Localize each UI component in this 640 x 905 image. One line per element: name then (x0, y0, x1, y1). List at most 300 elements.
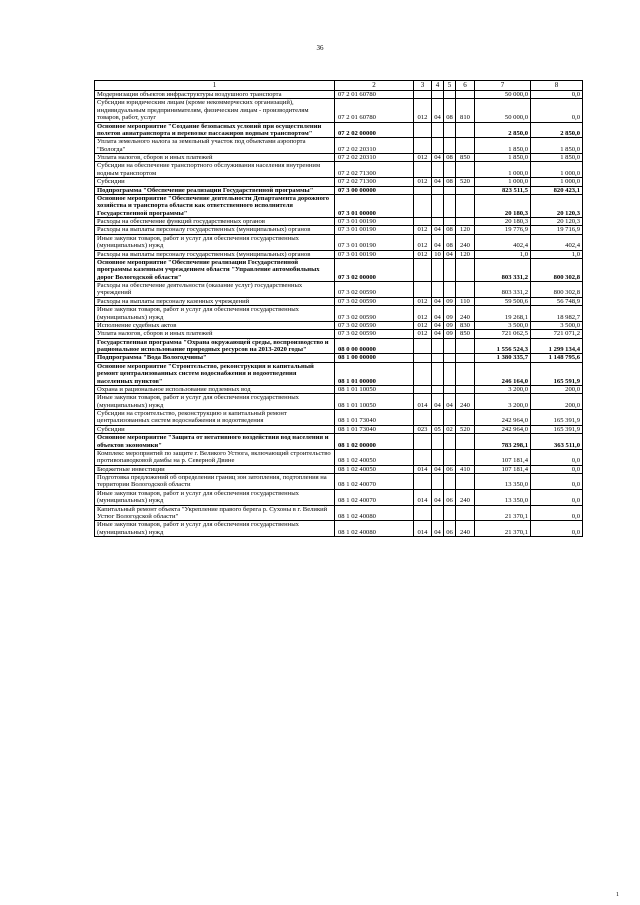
row-code-cell: 07 2 02 00000 (335, 122, 414, 138)
row-value-8-cell: 0,0 (531, 91, 583, 99)
row-col4-cell (432, 354, 444, 362)
row-col4-cell (432, 410, 444, 426)
row-code-cell: 08 1 01 10050 (335, 394, 414, 410)
row-value-8-cell: 0,0 (531, 99, 583, 122)
budget-table (94, 80, 583, 537)
row-value-8-cell: 0,0 (531, 449, 583, 465)
table-row (95, 465, 583, 473)
row-col5-cell: 09 (444, 330, 456, 338)
row-col4-cell (432, 258, 444, 281)
row-col3-cell: 012 (414, 234, 432, 250)
row-name-cell: Расходы на выплаты персоналу государственных (муниципальных) органов (95, 226, 335, 234)
row-col5-cell: 04 (444, 394, 456, 410)
row-col4-cell (432, 474, 444, 490)
row-col5-cell (444, 354, 456, 362)
row-value-8-cell: 200,0 (531, 394, 583, 410)
row-code-cell: 08 1 02 40080 (335, 521, 414, 537)
row-value-7-cell: 13 350,0 (475, 489, 531, 505)
row-col5-cell: 04 (444, 250, 456, 258)
row-name-cell: Иные закупки товаров, работ и услуг для обеспечения государственных (муниципальных) нужд (95, 489, 335, 505)
row-code-cell: 08 1 01 00000 (335, 362, 414, 385)
row-col5-cell (444, 410, 456, 426)
row-value-7-cell: 402,4 (475, 234, 531, 250)
row-col4-cell: 04 (432, 394, 444, 410)
row-name-cell: Государственная программа "Охрана окружающей среды, воспроизводство и рациональное использование природных ресурсов на 2013-2020 годы" (95, 338, 335, 354)
row-col3-cell: 012 (414, 297, 432, 305)
row-col3-cell: 014 (414, 521, 432, 537)
row-value-8-cell: 2 850,0 (531, 122, 583, 138)
row-col3-cell (414, 434, 432, 450)
row-value-7-cell: 20 180,3 (475, 194, 531, 217)
header-col-7: 7 (475, 81, 531, 91)
row-name-cell: Иные закупки товаров, работ и услуг для обеспечения государственных (муниципальных) нужд (95, 521, 335, 537)
row-col3-cell (414, 186, 432, 194)
row-col6-cell: 110 (456, 297, 475, 305)
header-col-3: 3 (414, 81, 432, 91)
row-col6-cell (456, 186, 475, 194)
row-value-8-cell: 800 302,8 (531, 282, 583, 298)
header-col-2: 2 (335, 81, 414, 91)
row-col5-cell: 08 (444, 99, 456, 122)
row-col5-cell (444, 194, 456, 217)
table-row (95, 410, 583, 426)
row-col6-cell: 850 (456, 154, 475, 162)
row-col5-cell (444, 138, 456, 154)
row-name-cell: Комплекс мероприятий по защите г. Великого Устюга, включающий строительство противопаводковой дамбы на р. Северной Двине (95, 449, 335, 465)
row-col4-cell: 04 (432, 321, 444, 329)
row-col5-cell: 06 (444, 465, 456, 473)
table-row (95, 162, 583, 178)
row-col4-cell (432, 194, 444, 217)
header-col-4: 4 (432, 81, 444, 91)
row-col6-cell (456, 474, 475, 490)
row-col6-cell: 410 (456, 465, 475, 473)
table-row (95, 297, 583, 305)
row-col6-cell: 830 (456, 321, 475, 329)
row-name-cell: Основное мероприятие "Обеспечение реализации Государственной программы казенным учреждением области "Управление автомобильных дорог Вологодской области" (95, 258, 335, 281)
row-code-cell: 08 1 01 10050 (335, 385, 414, 393)
table-row (95, 194, 583, 217)
row-code-cell: 07 2 01 60780 (335, 91, 414, 99)
row-value-8-cell: 20 120,3 (531, 218, 583, 226)
row-code-cell: 07 3 02 00590 (335, 330, 414, 338)
row-col5-cell (444, 338, 456, 354)
row-col4-cell: 04 (432, 465, 444, 473)
table-row (95, 178, 583, 186)
row-value-7-cell: 721 062,5 (475, 330, 531, 338)
row-value-8-cell: 19 716,9 (531, 226, 583, 234)
row-col5-cell (444, 505, 456, 521)
row-col6-cell (456, 505, 475, 521)
row-col3-cell (414, 449, 432, 465)
table-header-row (95, 81, 583, 91)
row-col5-cell: 08 (444, 154, 456, 162)
row-col5-cell: 09 (444, 321, 456, 329)
row-col6-cell (456, 362, 475, 385)
row-value-8-cell: 721 071,2 (531, 330, 583, 338)
row-col4-cell: 04 (432, 178, 444, 186)
row-col3-cell (414, 282, 432, 298)
row-col6-cell: 850 (456, 330, 475, 338)
row-col6-cell (456, 138, 475, 154)
row-col5-cell (444, 449, 456, 465)
row-col6-cell: 120 (456, 250, 475, 258)
row-name-cell: Расходы на выплаты персоналу казенных учреждений (95, 297, 335, 305)
table-row (95, 354, 583, 362)
row-col3-cell (414, 410, 432, 426)
row-col6-cell (456, 410, 475, 426)
row-col3-cell (414, 122, 432, 138)
row-col3-cell (414, 338, 432, 354)
row-name-cell: Исполнение судебных актов (95, 321, 335, 329)
row-name-cell: Уплата земельного налога за земельный участок под объектами аэропорта "Вологда" (95, 138, 335, 154)
row-name-cell: Основное мероприятие "Создание безопасных условий при осуществлении полетов авиатранспорта и перевозке пассажиров водным транспортом" (95, 122, 335, 138)
row-value-7-cell: 3 200,0 (475, 385, 531, 393)
row-col4-cell (432, 338, 444, 354)
row-col4-cell: 05 (432, 425, 444, 433)
row-col3-cell (414, 194, 432, 217)
row-col3-cell: 014 (414, 394, 432, 410)
header-col-6: 6 (456, 81, 475, 91)
row-col5-cell: 08 (444, 226, 456, 234)
row-name-cell: Уплата налогов, сборов и иных платежей (95, 330, 335, 338)
row-value-8-cell: 0,0 (531, 474, 583, 490)
row-value-8-cell: 1 850,0 (531, 154, 583, 162)
row-col6-cell: 240 (456, 489, 475, 505)
row-name-cell: Субсидии (95, 425, 335, 433)
row-col5-cell (444, 362, 456, 385)
row-col4-cell: 04 (432, 306, 444, 322)
row-value-7-cell: 1 850,0 (475, 138, 531, 154)
row-value-8-cell: 363 511,0 (531, 434, 583, 450)
table-row (95, 258, 583, 281)
row-code-cell: 08 1 02 00000 (335, 434, 414, 450)
row-code-cell: 07 2 02 20310 (335, 138, 414, 154)
row-code-cell: 08 1 02 40070 (335, 489, 414, 505)
row-code-cell: 07 2 02 71300 (335, 162, 414, 178)
row-value-7-cell: 1 000,0 (475, 178, 531, 186)
row-value-7-cell: 803 331,2 (475, 282, 531, 298)
row-value-7-cell: 107 181,4 (475, 449, 531, 465)
row-name-cell: Модернизация объектов инфраструктуры воздушного транспорта (95, 91, 335, 99)
row-value-8-cell: 20 120,3 (531, 194, 583, 217)
row-code-cell: 07 3 01 00000 (335, 194, 414, 217)
row-col5-cell: 09 (444, 297, 456, 305)
table-body (95, 91, 583, 537)
row-name-cell: Основное мероприятие "Обеспечение деятельности Департамента дорожного хозяйства и транспорта области как ответственного исполнителя Государственной программы" (95, 194, 335, 217)
row-value-7-cell: 823 511,5 (475, 186, 531, 194)
row-value-7-cell: 1 556 524,3 (475, 338, 531, 354)
row-col4-cell: 04 (432, 521, 444, 537)
row-value-8-cell: 820 423,1 (531, 186, 583, 194)
table-row (95, 449, 583, 465)
table-row (95, 489, 583, 505)
row-col3-cell: 012 (414, 306, 432, 322)
row-value-7-cell: 1 380 335,7 (475, 354, 531, 362)
row-col5-cell: 06 (444, 521, 456, 537)
row-col5-cell: 02 (444, 425, 456, 433)
table-row (95, 330, 583, 338)
row-col4-cell (432, 218, 444, 226)
row-col4-cell (432, 385, 444, 393)
row-col5-cell (444, 258, 456, 281)
row-col6-cell (456, 282, 475, 298)
table-row (95, 434, 583, 450)
row-name-cell: Капитальный ремонт объекта "Укрепление правого берега р. Сухоны в г. Великий Устюг Вологодской области" (95, 505, 335, 521)
row-code-cell: 08 0 00 00000 (335, 338, 414, 354)
row-col6-cell: 240 (456, 234, 475, 250)
row-value-7-cell: 20 180,3 (475, 218, 531, 226)
row-col4-cell (432, 122, 444, 138)
row-col4-cell (432, 186, 444, 194)
row-value-8-cell: 165 391,9 (531, 425, 583, 433)
row-col6-cell (456, 91, 475, 99)
row-col6-cell (456, 354, 475, 362)
row-col4-cell (432, 162, 444, 178)
row-col5-cell (444, 282, 456, 298)
row-name-cell: Субсидии на обеспечение транспортного обслуживания населения внутренним водным транспортом (95, 162, 335, 178)
row-col3-cell (414, 162, 432, 178)
row-value-8-cell: 3 500,0 (531, 321, 583, 329)
row-name-cell: Расходы на обеспечение функций государственных органов (95, 218, 335, 226)
row-col5-cell: 09 (444, 306, 456, 322)
row-col6-cell (456, 122, 475, 138)
row-name-cell: Подготовка предложений об определении границ зон затопления, подтопления на территории Вологодской области (95, 474, 335, 490)
table-row (95, 138, 583, 154)
row-value-8-cell: 1 000,0 (531, 162, 583, 178)
row-value-7-cell: 50 000,0 (475, 91, 531, 99)
row-code-cell: 08 1 02 40070 (335, 474, 414, 490)
row-code-cell: 07 3 02 00590 (335, 306, 414, 322)
row-col6-cell: 240 (456, 306, 475, 322)
row-col5-cell (444, 434, 456, 450)
row-col6-cell: 240 (456, 394, 475, 410)
row-col4-cell (432, 282, 444, 298)
row-value-7-cell: 242 964,0 (475, 410, 531, 426)
table-row (95, 321, 583, 329)
row-name-cell: Субсидии (95, 178, 335, 186)
row-name-cell: Бюджетные инвестиции (95, 465, 335, 473)
row-col5-cell (444, 162, 456, 178)
corner-mark: 1 (616, 892, 619, 898)
row-col3-cell (414, 362, 432, 385)
table-row (95, 218, 583, 226)
row-value-7-cell: 21 370,1 (475, 521, 531, 537)
row-name-cell: Уплата налогов, сборов и иных платежей (95, 154, 335, 162)
row-name-cell: Субсидии на строительство, реконструкцию и капитальный ремонт централизованных систем водоснабжения и водоотведения (95, 410, 335, 426)
row-code-cell: 07 3 01 00190 (335, 250, 414, 258)
row-value-8-cell: 402,4 (531, 234, 583, 250)
row-value-7-cell: 803 331,2 (475, 258, 531, 281)
row-col6-cell (456, 194, 475, 217)
row-col4-cell (432, 138, 444, 154)
row-col3-cell: 012 (414, 226, 432, 234)
row-col3-cell (414, 91, 432, 99)
table-row (95, 99, 583, 122)
table-row (95, 474, 583, 490)
header-col-8: 8 (531, 81, 583, 91)
row-value-7-cell: 246 164,0 (475, 362, 531, 385)
table-row (95, 338, 583, 354)
row-col6-cell (456, 434, 475, 450)
row-col5-cell: 06 (444, 489, 456, 505)
row-name-cell: Основное мероприятие "Защита от негативного воздействия вод населения и объектов экономики" (95, 434, 335, 450)
row-value-7-cell: 1 850,0 (475, 154, 531, 162)
row-value-8-cell: 0,0 (531, 505, 583, 521)
row-value-7-cell: 783 298,1 (475, 434, 531, 450)
table-row (95, 154, 583, 162)
row-col6-cell (456, 385, 475, 393)
row-col6-cell (456, 258, 475, 281)
row-value-8-cell: 800 302,8 (531, 258, 583, 281)
row-col3-cell: 023 (414, 425, 432, 433)
page-number: 36 (316, 44, 324, 52)
row-code-cell: 07 3 01 00190 (335, 226, 414, 234)
header-col-5: 5 (444, 81, 456, 91)
row-value-7-cell: 242 964,0 (475, 425, 531, 433)
row-value-7-cell: 2 850,0 (475, 122, 531, 138)
row-col5-cell (444, 122, 456, 138)
row-col3-cell: 012 (414, 321, 432, 329)
row-code-cell: 07 3 01 00190 (335, 218, 414, 226)
row-col4-cell: 04 (432, 234, 444, 250)
row-value-8-cell: 1 148 795,6 (531, 354, 583, 362)
row-col6-cell: 520 (456, 425, 475, 433)
row-col3-cell: 012 (414, 178, 432, 186)
row-code-cell: 07 3 02 00000 (335, 258, 414, 281)
row-col3-cell (414, 474, 432, 490)
row-col4-cell: 04 (432, 226, 444, 234)
row-name-cell: Расходы на выплаты персоналу государственных (муниципальных) органов (95, 250, 335, 258)
row-name-cell: Подпрограмма "Обеспечение реализации Государственной программы" (95, 186, 335, 194)
row-code-cell: 08 1 01 73040 (335, 410, 414, 426)
table-row (95, 385, 583, 393)
row-col3-cell: 012 (414, 99, 432, 122)
row-value-8-cell: 200,0 (531, 385, 583, 393)
row-col5-cell (444, 474, 456, 490)
row-col6-cell: 120 (456, 226, 475, 234)
row-value-7-cell: 13 350,0 (475, 474, 531, 490)
row-col4-cell (432, 362, 444, 385)
row-value-8-cell: 165 591,9 (531, 362, 583, 385)
row-value-8-cell: 1 299 134,4 (531, 338, 583, 354)
row-code-cell: 08 1 02 40080 (335, 505, 414, 521)
row-col3-cell: 014 (414, 489, 432, 505)
table-row (95, 91, 583, 99)
row-col6-cell: 810 (456, 99, 475, 122)
header-col-1: 1 (95, 81, 335, 91)
row-code-cell: 08 1 01 73040 (335, 425, 414, 433)
table-row (95, 425, 583, 433)
row-name-cell: Субсидии юридическим лицам (кроме некоммерческих организаций), индивидуальным предпринимателям, физическим лицам - производителям товаров, работ, услуг (95, 99, 335, 122)
row-value-7-cell: 3 200,0 (475, 394, 531, 410)
row-value-8-cell: 1 000,0 (531, 178, 583, 186)
row-value-8-cell: 56 748,9 (531, 297, 583, 305)
row-col6-cell: 240 (456, 521, 475, 537)
row-value-7-cell: 19 268,1 (475, 306, 531, 322)
row-col6-cell (456, 338, 475, 354)
row-col4-cell (432, 505, 444, 521)
row-value-8-cell: 1,0 (531, 250, 583, 258)
row-col4-cell: 04 (432, 99, 444, 122)
row-value-7-cell: 107 181,4 (475, 465, 531, 473)
row-code-cell: 08 1 02 40050 (335, 465, 414, 473)
row-col3-cell: 014 (414, 465, 432, 473)
table-row (95, 505, 583, 521)
row-col4-cell (432, 449, 444, 465)
table-row (95, 234, 583, 250)
row-name-cell: Основное мероприятие "Строительство, реконструкция и капитальный ремонт централизованных систем водоснабжения и водоотведения населенных пунктов" (95, 362, 335, 385)
row-value-7-cell: 19 776,9 (475, 226, 531, 234)
row-col4-cell (432, 434, 444, 450)
row-code-cell: 07 3 01 00190 (335, 234, 414, 250)
row-code-cell: 07 3 02 00590 (335, 297, 414, 305)
row-col3-cell (414, 385, 432, 393)
row-code-cell: 07 3 02 00590 (335, 282, 414, 298)
row-code-cell: 07 2 01 60780 (335, 99, 414, 122)
table-row (95, 521, 583, 537)
table-row (95, 226, 583, 234)
row-value-8-cell: 165 391,9 (531, 410, 583, 426)
row-col5-cell (444, 91, 456, 99)
row-col5-cell (444, 385, 456, 393)
row-name-cell: Иные закупки товаров, работ и услуг для обеспечения государственных (муниципальных) нужд (95, 234, 335, 250)
row-name-cell: Подпрограмма "Вода Вологодчины" (95, 354, 335, 362)
row-col4-cell: 04 (432, 154, 444, 162)
row-col4-cell: 04 (432, 489, 444, 505)
row-value-8-cell: 18 982,7 (531, 306, 583, 322)
row-col3-cell (414, 218, 432, 226)
table-row (95, 362, 583, 385)
row-col5-cell (444, 186, 456, 194)
row-value-7-cell: 3 500,0 (475, 321, 531, 329)
row-col3-cell (414, 354, 432, 362)
row-name-cell: Охрана и рациональное использование подземных вод (95, 385, 335, 393)
row-code-cell: 08 1 02 40050 (335, 449, 414, 465)
row-col4-cell (432, 91, 444, 99)
row-col3-cell (414, 258, 432, 281)
row-col6-cell (456, 449, 475, 465)
row-col6-cell: 520 (456, 178, 475, 186)
budget-table-container (94, 80, 582, 537)
row-col5-cell: 08 (444, 178, 456, 186)
row-name-cell: Иные закупки товаров, работ и услуг для обеспечения государственных (муниципальных) нужд (95, 306, 335, 322)
row-col5-cell: 08 (444, 234, 456, 250)
table-row (95, 306, 583, 322)
table-row (95, 250, 583, 258)
row-value-8-cell: 0,0 (531, 489, 583, 505)
row-code-cell: 07 3 00 00000 (335, 186, 414, 194)
row-value-7-cell: 21 370,1 (475, 505, 531, 521)
table-row (95, 394, 583, 410)
row-code-cell: 07 2 02 20310 (335, 154, 414, 162)
table-row (95, 282, 583, 298)
row-value-7-cell: 50 000,0 (475, 99, 531, 122)
row-col6-cell (456, 162, 475, 178)
row-col3-cell: 012 (414, 154, 432, 162)
row-code-cell: 08 1 00 00000 (335, 354, 414, 362)
table-row (95, 186, 583, 194)
row-col4-cell: 10 (432, 250, 444, 258)
row-col3-cell: 012 (414, 250, 432, 258)
row-col4-cell: 04 (432, 330, 444, 338)
row-col4-cell: 04 (432, 297, 444, 305)
row-value-7-cell: 1 000,0 (475, 162, 531, 178)
row-code-cell: 07 2 02 71300 (335, 178, 414, 186)
table-row (95, 122, 583, 138)
row-value-8-cell: 0,0 (531, 465, 583, 473)
row-code-cell: 07 3 02 00590 (335, 321, 414, 329)
